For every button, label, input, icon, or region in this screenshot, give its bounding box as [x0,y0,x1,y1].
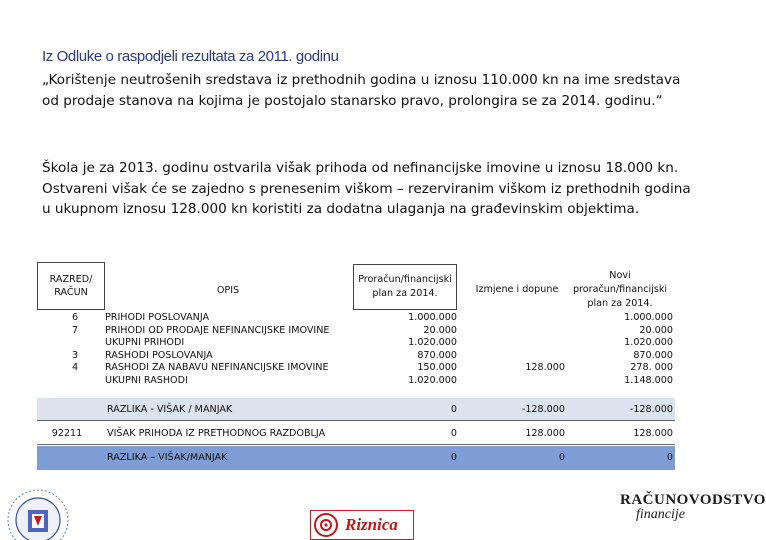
paragraph-school-surplus: Škola je za 2013. godinu ostvarila višak prihoda od nefinancijske imovine u iznosu 18.000 kn. Ostvareni višak će se zajedno s prenesenim viškom – rezerviranim viškom iz prethodnih godina u ukupnom iznosu 128.000 kn koristiti za dodatna ulaganja na građevinskim objektima. [42,160,691,217]
visak-plan: 0 [450,428,457,439]
razlika-izmjene: -128.000 [521,404,565,415]
header-razred-line1: RAZRED/ [49,274,93,285]
header-razred [37,262,105,310]
razlika2-plan: 0 [450,452,457,463]
row-razred: 3 [71,349,79,361]
riznica-text: Riznica [345,515,398,534]
row-divider [37,420,675,421]
razlika2-izmjene: 0 [558,452,565,463]
riznica-emblem-icon [313,512,339,538]
row-opis: RASHODI ZA NABAVU NEFINANCIJSKE IMOVINE [105,362,329,374]
visak-opis: VIŠAK PRIHODA IZ PRETHODNOG RAZDOBLJA [107,428,326,439]
row-opis: UKUPNI PRIHODI [105,337,185,349]
row-opis: PRIHODI OD PRODAJE NEFINANCIJSKE IMOVINE [105,324,330,336]
row-novi: 870.000 [633,349,673,361]
razlika-opis: RAZLIKA - VIŠAK / MANJAK [107,404,233,415]
visak-izmjene: 128.000 [525,428,565,439]
header-izmjene: Izmjene i dopune [475,284,559,295]
row-novi: 278. 000 [630,362,673,374]
row-divider [37,444,675,445]
row-novi: 1.000.000 [624,312,673,323]
header-novi-line1: Novi [609,270,631,281]
row-razred: 6 [71,312,79,323]
slide-title: Iz Odluke o raspodjeli rezultata za 2011. godinu [42,48,339,65]
row-plan: 870.000 [417,349,457,361]
header-plan [353,264,457,310]
row-razred: 7 [71,324,79,336]
racunovodstvo-logo [620,492,766,540]
header-plan-line1: Proračun/financijski [358,274,452,285]
row-plan: 1.000.000 [408,312,457,323]
visak-razred: 92211 [51,428,83,439]
razlika-plan: 0 [450,404,457,415]
racunovodstvo-text: RAČUNOVODSTVO [620,492,766,508]
row-opis: RASHODI POSLOVANJA [105,349,213,361]
paragraph-decision-quote: „Korištenje neutrošenih sredstava iz prethodnih godina u iznosu 110.000 kn na ime sredstava od prodaje stanova na kojima je postojalo stanarsko pravo, prolongira se za 2014. godinu.“ [42,72,681,109]
row-novi: 20.000 [639,324,673,336]
razlika2-opis: RAZLIKA – VIŠAK/MANJAK [107,452,228,463]
header-novi-line3: plan za 2014. [587,298,653,309]
header-plan-line2: plan za 2014. [372,288,438,299]
row-novi: 1.148.000 [624,375,673,386]
row-izmjene: 128.000 [525,362,565,374]
row-plan: 1.020.000 [408,375,457,386]
riznica-logo [310,510,414,540]
row-razred: 4 [71,362,79,374]
row-novi: 1.020.000 [624,337,673,349]
budget-table [37,262,675,472]
razlika-novi: -128.000 [629,404,673,415]
row-plan: 1.020.000 [408,337,457,349]
financije-text: financije [636,507,685,522]
header-novi-line2: proračun/financijski [572,284,668,295]
razlika2-novi: 0 [666,452,673,463]
row-opis: PRIHODI POSLOVANJA [105,312,210,323]
school-emblem-logo [2,476,78,540]
row-opis: UKUPNI RASHODI [105,375,188,386]
row-plan: 150.000 [417,362,457,374]
header-opis: OPIS [216,284,240,296]
header-novi [565,262,675,318]
visak-novi: 128.000 [633,428,673,439]
row-plan: 20.000 [423,324,457,336]
header-razred-line2: RAČUN [54,287,88,298]
